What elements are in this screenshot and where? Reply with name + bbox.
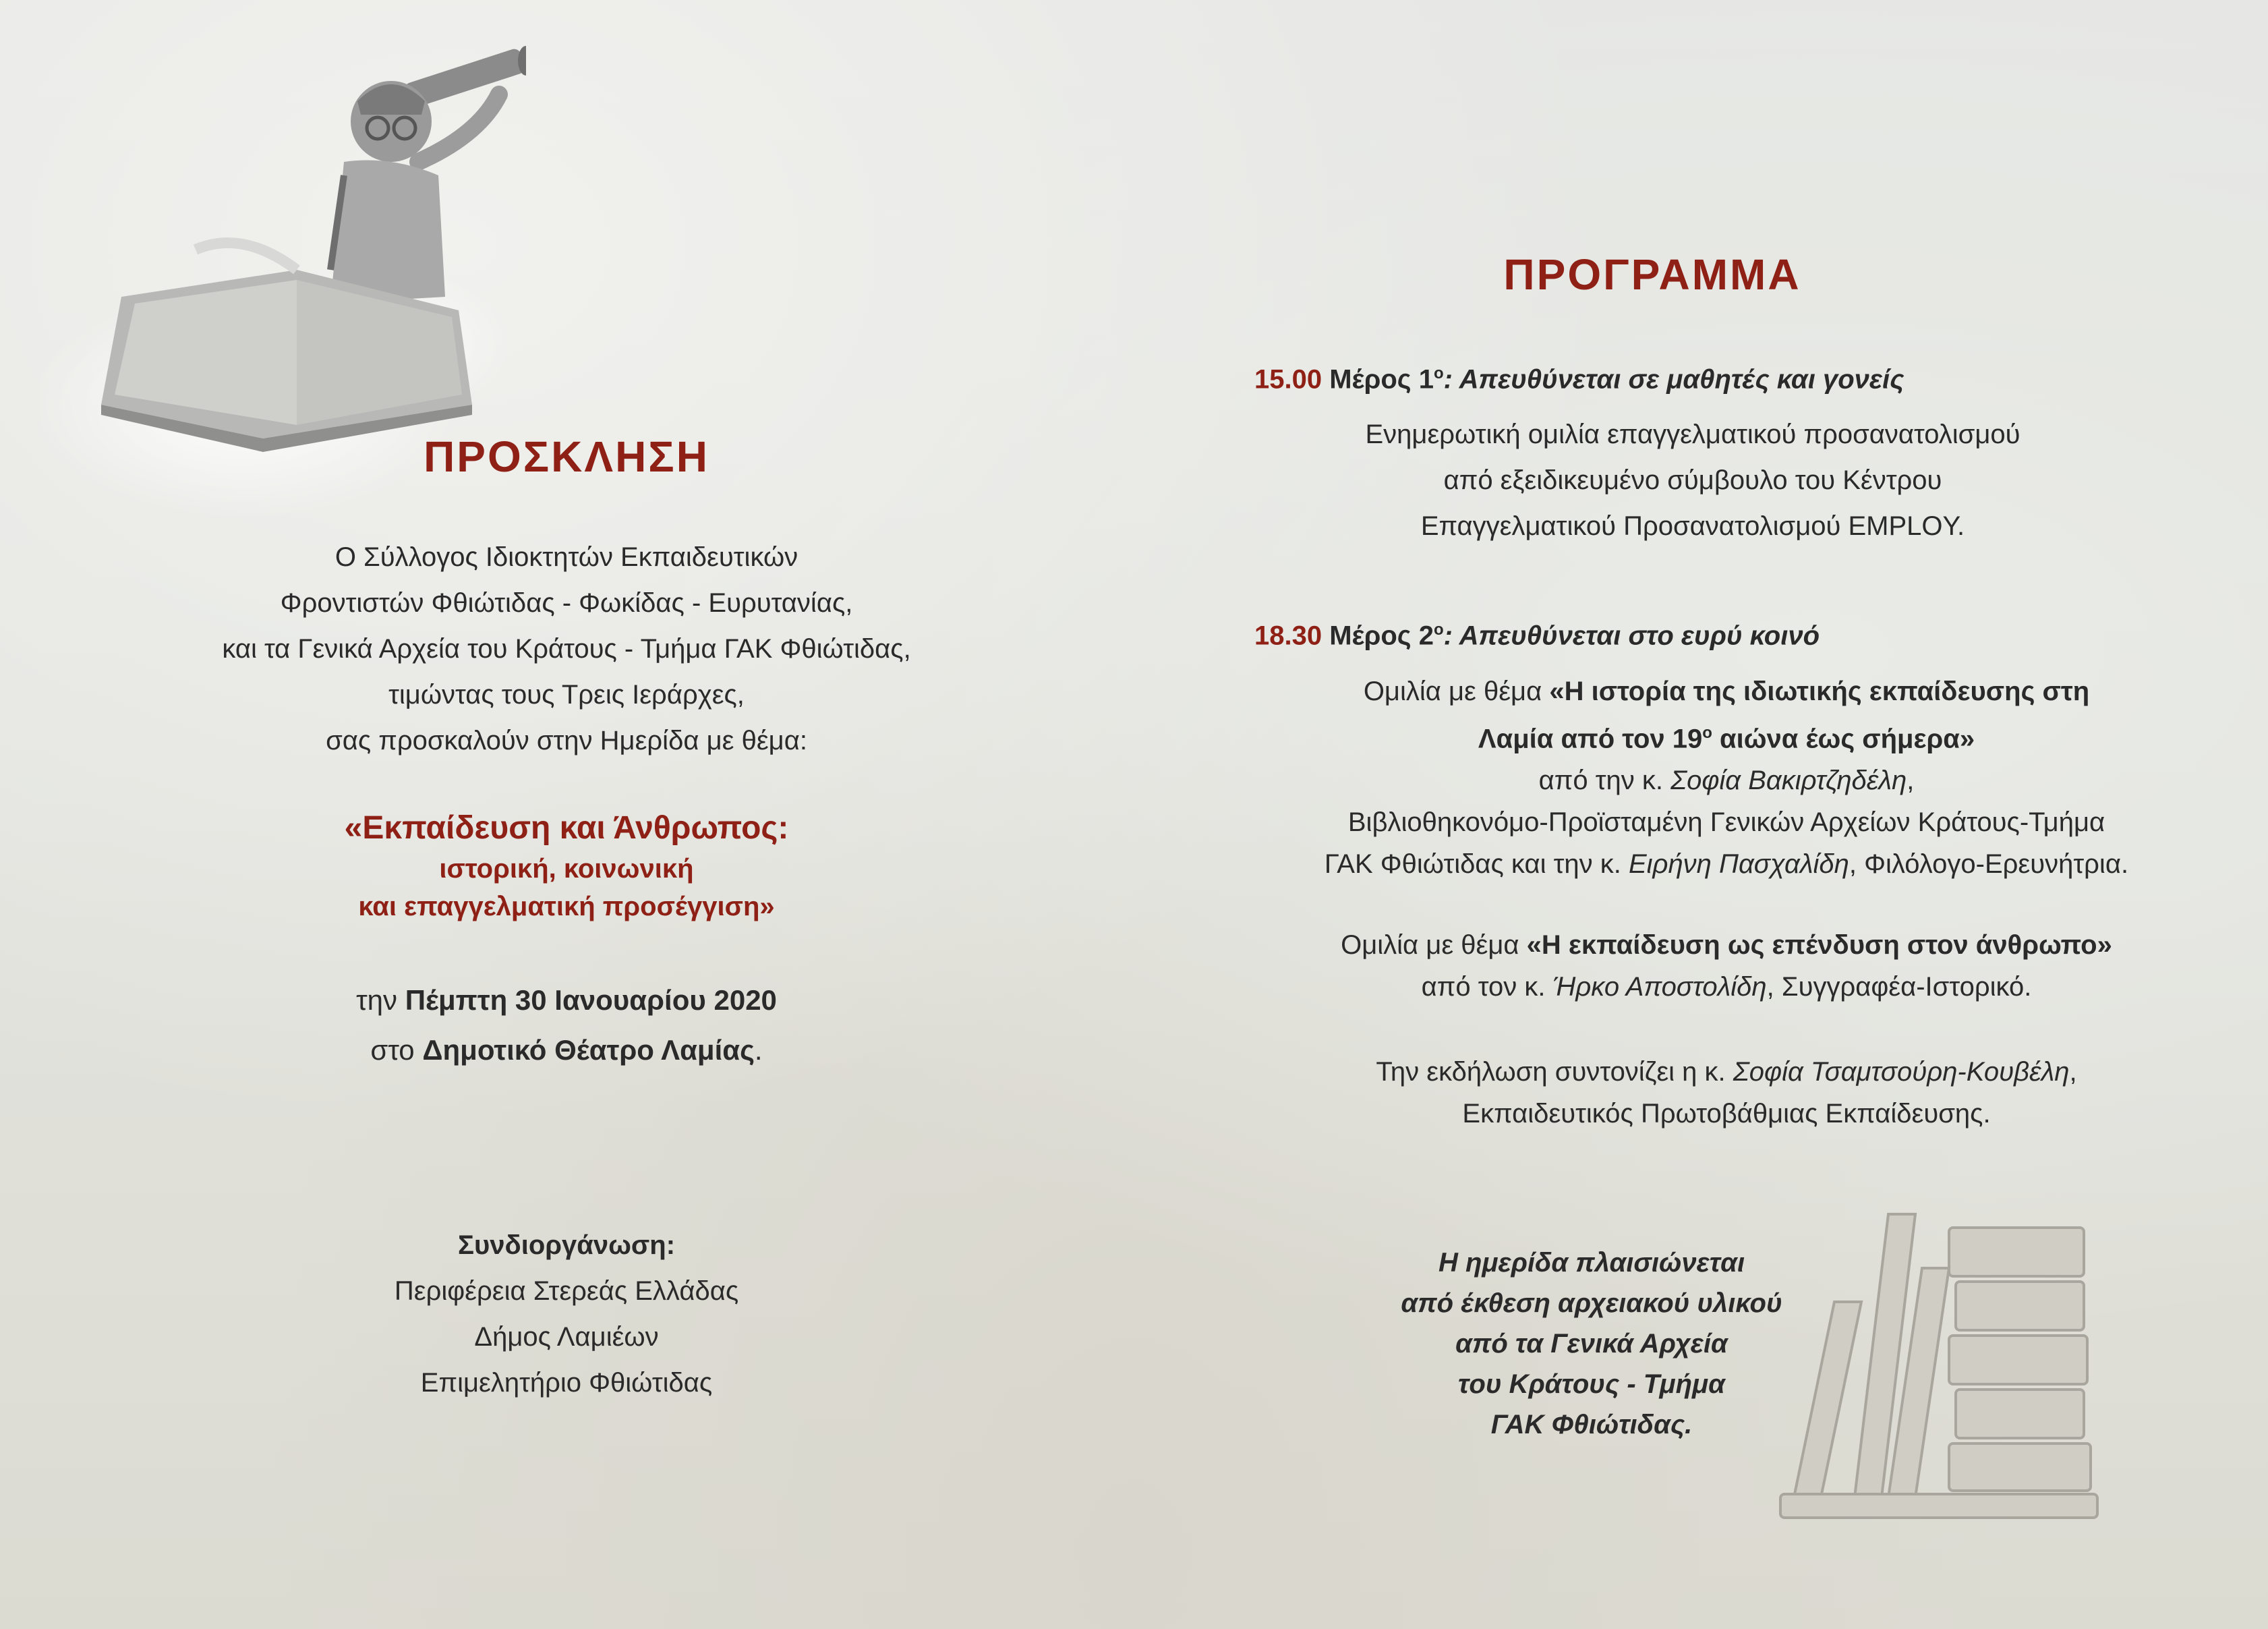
part2-audience: : Απευθύνεται στο ευρύ κοινό bbox=[1443, 621, 1820, 651]
intro-line: Ο Σύλλογος Ιδιοκτητών Εκπαιδευτικών bbox=[335, 542, 798, 572]
program-panel bbox=[1133, 0, 2268, 1629]
part2-label: Μέρος 2 bbox=[1329, 621, 1434, 651]
talk2-speaker: Ήρκο Αποστολίδη bbox=[1552, 972, 1767, 1002]
event-date-line: την Πέμπτη 30 Ιανουαρίου 2020 bbox=[356, 984, 777, 1016]
intro-line: Φροντιστών Φθιώτιδας - Φωκίδας - Ευρυτανίας, bbox=[280, 588, 853, 618]
invitation-intro bbox=[135, 534, 998, 764]
co-organizers-title: Συνδιοργάνωση: bbox=[457, 1230, 676, 1260]
invitation-panel bbox=[0, 0, 1133, 1629]
intro-line: σας προσκαλούν στην Ημερίδα με θέμα: bbox=[326, 726, 807, 755]
event-when-where bbox=[135, 975, 998, 1075]
event-date: Πέμπτη 30 Ιανουαρίου 2020 bbox=[405, 984, 777, 1016]
part1-header: 15.00 Μέρος $1^o$: Απευθύνεται σε μαθητές και γονείς bbox=[1254, 364, 1904, 395]
part1-label: Μέρος 1 bbox=[1329, 364, 1434, 395]
co-organizers bbox=[135, 1222, 998, 1406]
part2-time: 18.30 bbox=[1254, 621, 1322, 651]
moderator: Την εκδήλωση συντονίζει η κ. Σοφία Τσαμτσούρη-Κουβέλη, Εκπαιδευτικός Πρωτοβάθμιας Εκπαίδευσης. bbox=[1376, 1057, 2077, 1128]
exhibition-note: Η ημερίδα πλαισιώνεται από έκθεση αρχειακού υλικού από τα Γενικά Αρχεία του Κράτους - Τμήμα ΓΑΚ Φθιώτιδας. bbox=[1401, 1248, 1782, 1439]
event-theme bbox=[135, 807, 998, 925]
event-place: Δημοτικό Θέατρο Λαμίας bbox=[422, 1034, 755, 1066]
event-place-line: στο Δημοτικό Θέατρο Λαμίας. bbox=[370, 1034, 763, 1066]
moderator-name: Σοφία Τσαμτσούρη-Κουβέλη bbox=[1733, 1057, 2070, 1087]
talk2-title: «Η εκπαίδευση ως επένδυση στον άνθρωπο» bbox=[1526, 930, 2112, 960]
talk1-speaker: Σοφία Βακιρτζηδέλη bbox=[1670, 766, 1907, 796]
part1-time: 15.00 bbox=[1254, 364, 1322, 395]
talk1: Ομιλία με θέμα «Η ιστορία της ιδιωτικής εκπαίδευσης στη Λαμία από τον $19^o$ αιώνα έως σήμερα» από την κ. Σοφία Βακιρτζηδέλη, Βιβλιοθηκονόμο-Προϊσταμένη Γενικών Αρχείων Κράτους-Τμήμα ΓΑΚ Φθιώτιδας και την κ. Ειρήνη Πασχαλίδη, Φιλόλογο-Ερευνήτρια. bbox=[1324, 677, 2129, 880]
part1-description: Ενημερωτική ομιλία επαγγελματικού προσανατολισμού από εξειδικευμένο σύμβουλο του Κέντρου Επαγγελματικού Προσανατολισμού EMPLOY. bbox=[1365, 420, 2020, 541]
theme-sub: και επαγγελματική προσέγγιση» bbox=[358, 892, 775, 921]
part1-audience: : Απευθύνεται σε μαθητές και γονείς bbox=[1443, 364, 1904, 395]
talk2: Ομιλία με θέμα «Η εκπαίδευση ως επένδυση στον άνθρωπο» από τον κ. Ήρκο Αποστολίδη, Συγγραφέα-Ιστορικό. bbox=[1341, 930, 2112, 1002]
intro-line: τιμώντας τους Τρεις Ιεράρχες, bbox=[388, 680, 745, 710]
co-organizer: Δήμος Λαμιέων bbox=[474, 1322, 659, 1352]
co-organizer: Επιμελητήριο Φθιώτιδας bbox=[420, 1368, 713, 1398]
talk1-speaker: Ειρήνη Πασχαλίδη bbox=[1628, 849, 1849, 880]
theme-main: «Εκπαίδευση και Άνθρωπος: bbox=[344, 810, 789, 846]
program-title: ΠΡΟΓΡΑΜΜΑ bbox=[1503, 250, 1801, 299]
invitation-title: ΠΡΟΣΚΛΗΣΗ bbox=[424, 432, 709, 481]
intro-line: και τα Γενικά Αρχεία του Κράτους - Τμήμα ΓΑΚ Φθιώτιδας, bbox=[222, 634, 911, 664]
co-organizer: Περιφέρεια Στερεάς Ελλάδας bbox=[394, 1276, 739, 1306]
talk1-title: «Η ιστορία της ιδιωτικής εκπαίδευσης στη bbox=[1549, 677, 2090, 706]
part2-header: 18.30 Μέρος $2^o$: Απευθύνεται στο ευρύ κοινό bbox=[1254, 621, 1820, 651]
theme-sub: ιστορική, κοινωνική bbox=[439, 854, 694, 884]
